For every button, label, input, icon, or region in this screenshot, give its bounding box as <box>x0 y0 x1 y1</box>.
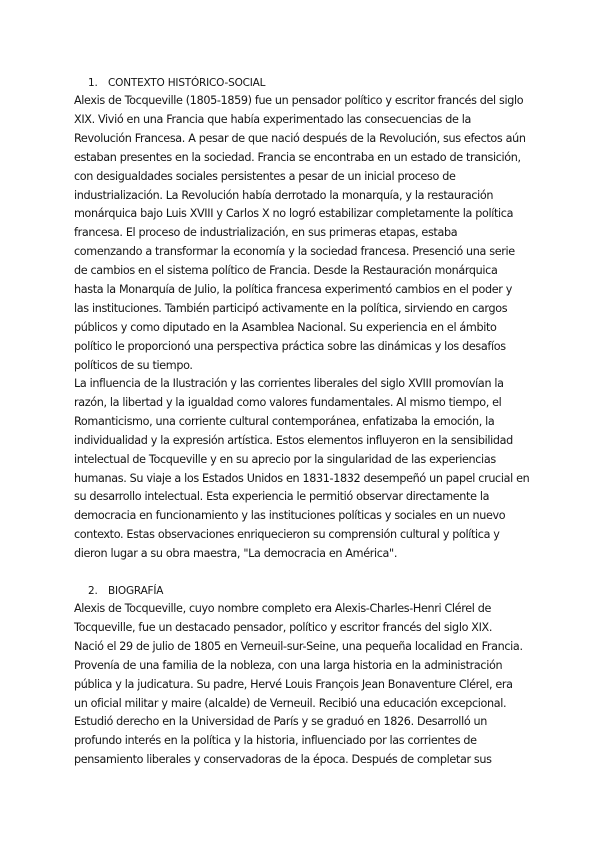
text-line: hasta la Monarquía de Julio, la política francesa experimentó cambios en el poder y <box>74 283 512 297</box>
text-line: Alexis de Tocqueville, cuyo nombre completo era Alexis-Charles-Henri Clérel de <box>74 602 491 615</box>
text-line: su desarrollo intelectual. Esta experiencia le permitió observar directamente la <box>74 490 490 504</box>
text-line: francesa. El proceso de industrialización, en sus primeras etapas, estaba <box>74 226 458 240</box>
text-line: Revolución Francesa. A pesar de que nació después de la Revolución, sus efectos aún <box>74 131 526 145</box>
text-line: monárquica bajo Luis XVIII y Carlos X no logró estabilizar completamente la política <box>74 207 514 221</box>
text-line: Estudió derecho en la Universidad de París y se graduó en 1826. Desarrolló un <box>74 715 488 729</box>
text-line: industrialización. La Revolución había derrotado la monarquía, y la restauración <box>74 188 494 202</box>
text-line: públicos y como diputado en la Asamblea Nacional. Su experiencia en el ámbito <box>74 320 497 334</box>
text-line: un oficial militar y maire (alcalde) de Verneuil. Recibió una educación excepcional. <box>74 696 507 710</box>
section-number: 1. <box>88 77 98 89</box>
text-line: con desigualdades sociales persistentes a pesar de un inicial proceso de <box>74 169 456 183</box>
section-title: BIOGRAFÍA <box>108 585 164 597</box>
text-line: políticos de su tiempo. <box>74 358 193 372</box>
text-line: pública y la judicatura. Su padre, Hervé Louis François Jean Bonaventure Clérel, era <box>74 677 513 691</box>
text-line: razón, la libertad y la igualdad como valores fundamentales. Al mismo tiempo, el <box>74 395 502 409</box>
text-line: profundo interés en la política y la historia, influenciado por las corrientes de <box>74 734 477 748</box>
text-line: individualidad y la expresión artística. Estos elementos influyeron en la sensibilidad <box>74 433 513 447</box>
text-line: Tocqueville, fue un destacado pensador, político y escritor francés del siglo XIX. <box>74 620 493 634</box>
text-line: Alexis de Tocqueville (1805-1859) fue un pensador político y escritor francés del siglo <box>74 94 524 107</box>
text-line: intelectual de Tocqueville y en su aprecio por la singularidad de las experiencias <box>74 452 496 466</box>
text-line: XIX. Vivió en una Francia que había experimentado las consecuencias de la <box>74 112 471 126</box>
section-heading-biografia <box>88 584 163 598</box>
text-line: humanas. Su viaje a los Estados Unidos en 1831-1832 desempeñó un papel crucial en <box>74 471 530 485</box>
text-line: las instituciones. También participó activamente en la política, sirviendo en cargos <box>74 301 508 315</box>
text-line: de cambios en el sistema político de Francia. Desde la Restauración monárquica <box>74 264 498 278</box>
text-line: Nació el 29 de julio de 1805 en Verneuil-sur-Seine, una pequeña localidad en Francia. <box>74 639 523 653</box>
section-number: 2. <box>88 585 98 597</box>
text-line: contexto. Estas observaciones enriquecieron su comprensión cultural y política y <box>74 528 500 542</box>
text-line: La influencia de la Ilustración y las corrientes liberales del siglo XVIII promovían la <box>74 377 504 390</box>
section-heading-contexto <box>88 76 265 90</box>
text-line: estaban presentes en la sociedad. Francia se encontraba en un estado de transición, <box>74 150 521 164</box>
text-line: pensamiento liberales y conservadoras de la época. Después de completar sus <box>74 753 492 767</box>
paragraph-contexto-2 <box>74 375 534 564</box>
text-line: Romanticismo, una corriente cultural contemporánea, enfatizaba la emoción, la <box>74 414 495 428</box>
paragraph-contexto-1 <box>74 92 534 376</box>
text-line: comenzando a transformar la economía y la sociedad francesa. Presenció una serie <box>74 245 515 259</box>
text-line: democracia en funcionamiento y las instituciones políticas y sociales en un nuevo <box>74 509 506 523</box>
paragraph-biografia-1 <box>74 600 534 770</box>
section-title: CONTEXTO HISTÓRICO-SOCIAL <box>108 77 266 89</box>
text-line: dieron lugar a su obra maestra, "La democracia en América". <box>74 547 398 561</box>
text-line: político le proporcionó una perspectiva práctica sobre las dinámicas y los desafíos <box>74 339 506 353</box>
text-line: Provenía de una familia de la nobleza, con una larga historia en la administración <box>74 658 503 672</box>
